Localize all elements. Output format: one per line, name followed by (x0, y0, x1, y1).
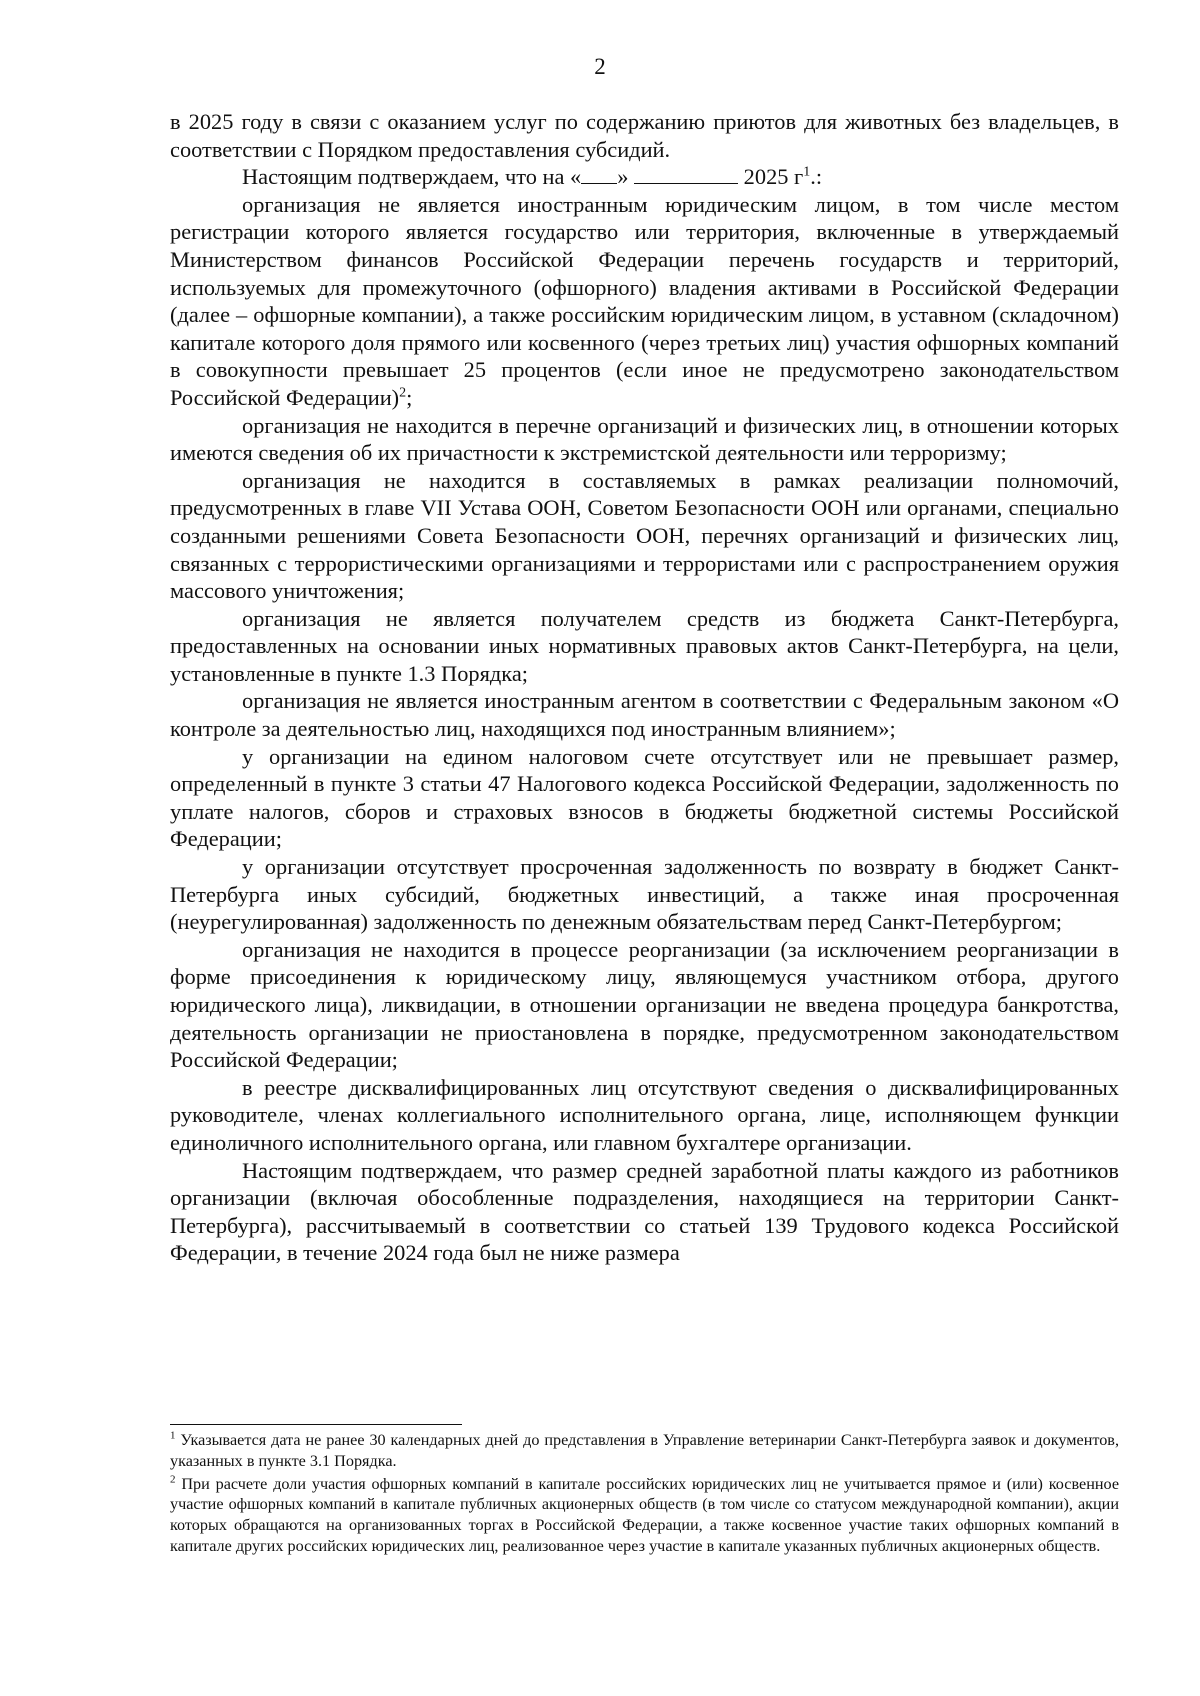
confirm-middle: » (617, 164, 629, 190)
confirm-date-line (170, 163, 1119, 191)
paragraph-offshore (170, 191, 1119, 412)
footnote-mark-1: 1 (170, 1429, 176, 1442)
footnote-2-text: При расчете доли участия офшорных компаний в капитале российских юридических лиц не учитывается прямое и (или) косвенное участие офшорных компаний в капитале публичных акционерных обществ (в том числе со статусом международной компании), акции которых обращаются на организованных торгах в Российской Федерации, а также косвенное участие таких офшорных компаний в капитале других российских юридических лиц, реализованное через участие в капитале указанных публичных акционерных обществ. (170, 1474, 1120, 1555)
confirm-suffix: 2025 г (743, 164, 804, 190)
paragraph-tax: у организации на едином налоговом счете отсутствует или не превышает размер, определенный в пункте 3 статьи 47 Налогового кодекса Российской Федерации, задолженность по уплате налогов, сборов и страховых взносов в бюджеты бюджетной системы Российской Федерации; (170, 743, 1119, 852)
offshore-end: ; (406, 384, 413, 410)
footnote-2 (170, 1474, 1119, 1557)
paragraph-budget: организация не является получателем средств из бюджета Санкт-Петербурга, предоставленных на основании иных нормативных правовых актов Санкт-Петербурга, на цели, установленные в пункте 1.3 Порядка; (170, 605, 1119, 686)
footnote-mark-2: 2 (170, 1473, 176, 1486)
footnote-1-text: Указывается дата не ранее 30 календарных дней до представления в Управление ветеринарии Санкт-Петербурга заявок и документов, указанных в пункте 3.1 Порядка. (170, 1431, 1119, 1470)
month-blank (634, 165, 738, 184)
paragraph-foreign-agent: организация не является иностранным агентом в соответствии с Федеральным законом «О контроле за деятельностью лиц, находящихся под иностранным влиянием»; (170, 688, 1119, 742)
offshore-text: организация не является иностранным юридическим лицом, в том числе местом регистрации которого является государство или территория, включенные в утверждаемый Министерством финансов Российской Федерации перечень государств и территорий, используемых для промежуточного (офшорного) владения активами в Российской Федерации (далее – офшорные компании), а также российским юридическим лицом, в уставном (складочном) капитале которого доля прямого или косвенного (через третьих лиц) участия офшорных компаний в совокупности превышает 25 процентов (если иное не предусмотрено законодательством Российской Федерации) (170, 191, 1119, 410)
document-body (170, 108, 1119, 1267)
footnote-ref-1: 1 (803, 164, 811, 180)
confirm-prefix: Настоящим подтверждаем, что на « (242, 164, 582, 190)
footnotes (170, 1430, 1119, 1559)
day-blank (581, 165, 617, 184)
footnote-divider (170, 1424, 462, 1425)
footnote-ref-2: 2 (399, 385, 407, 401)
paragraph-salary: Настоящим подтверждаем, что размер средней заработной платы каждого из работников организации (включая обособленные подразделения, находящиеся на территории Санкт-Петербурга), рассчитываемый в соответствии со статьей 139 Трудового кодекса Российской Федерации, в течение 2024 года был не ниже размера (170, 1157, 1119, 1266)
confirm-end: .: (810, 164, 823, 190)
footnote-1 (170, 1430, 1119, 1472)
intro-paragraph: в 2025 году в связи с оказанием услуг по содержанию приютов для животных без владельцев, в соответствии с Порядком предоставления субсидий. (170, 109, 1119, 162)
paragraph-overdue-debt: у организации отсутствует просроченная задолженность по возврату в бюджет Санкт-Петербурга иных субсидий, бюджетных инвестиций, а также иная просроченная (неурегулированная) задолженность по денежным обязательствам перед Санкт-Петербургом; (170, 854, 1119, 935)
paragraph-extremism: организация не находится в перечне организаций и физических лиц, в отношении которых имеются сведения об их причастности к экстремистской деятельности или терроризму; (170, 412, 1119, 466)
paragraph-un-lists: организация не находится в составляемых в рамках реализации полномочий, предусмотренных в главе VII Устава ООН, Советом Безопасности ООН или органами, специально созданными решениями Совета Безопасности ООН, перечнях организаций и физических лиц, связанных с террористическими организациями и террористами или с распространением оружия массового уничтожения; (170, 467, 1119, 604)
paragraph-disqualified: в реестре дисквалифицированных лиц отсутствуют сведения о дисквалифицированных руководителе, членах коллегиального исполнительного органа, лице, исполняющем функции единоличного исполнительного органа, или главном бухгалтере организации. (170, 1074, 1119, 1155)
page-number: 2 (594, 54, 606, 79)
paragraph-reorganization: организация не находится в процессе реорганизации (за исключением реорганизации в форме присоединения к юридическому лицу, являющемуся участником отбора, другого юридического лица), ликвидации, в отношении организации не введена процедура банкротства, деятельность организации не приостановлена в порядке, предусмотренном законодательством Российской Федерации; (170, 936, 1119, 1073)
